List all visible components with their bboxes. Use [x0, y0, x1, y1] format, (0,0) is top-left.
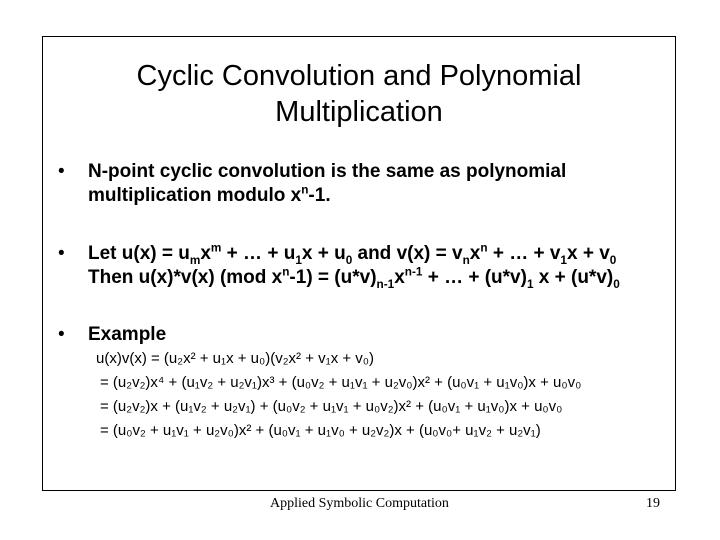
bullet-dot: • — [58, 243, 65, 264]
text-run: Then u(x)*v(x) (mod x — [88, 267, 283, 288]
title-line-1: Cyclic Convolution and Polynomial — [136, 60, 582, 92]
text-run: -1) = (u*v) — [289, 267, 377, 288]
subscript: 1 — [295, 253, 302, 267]
example-line-3: = (u₂v₂)x + (u₁v₂ + u₂v₁) + (u₀v₂ + u₁v₁ + u₀v₂)x² + (u₀v₁ + u₁v₀)x + u₀v₀ — [100, 398, 563, 415]
example-line-1: u(x)v(x) = (u₂x² + u₁x + u₀)(v₂x² + v₁x + v₀) — [96, 350, 375, 367]
text-run: -1. — [308, 185, 331, 206]
text-run: + … + u — [221, 243, 296, 264]
text-run: and v(x) = v — [352, 243, 463, 264]
bullet-1-line-2 — [88, 184, 566, 208]
subscript: n — [462, 253, 470, 267]
footer-text: Applied Symbolic Computation — [270, 496, 449, 511]
bullet-1-line-1: N-point cyclic convolution is the same as polynomial — [88, 161, 567, 182]
text-run: x + v — [566, 243, 610, 264]
superscript: n — [301, 183, 309, 197]
subscript: 0 — [613, 277, 620, 291]
text-run: multiplication modulo — [88, 185, 291, 206]
text-run: Let u(x) = u — [88, 243, 190, 264]
subscript: 1 — [526, 277, 534, 291]
page-number: 19 — [646, 496, 660, 511]
text-run: + … + v — [487, 243, 561, 264]
text-run: x — [394, 267, 405, 288]
subscript: m — [189, 253, 201, 267]
superscript: m — [210, 241, 222, 255]
text-run: x + u — [301, 243, 346, 264]
bullet-1-text — [88, 160, 566, 208]
text-run: x — [290, 185, 302, 206]
text-run: x + (u*v) — [533, 267, 614, 288]
bullet-3-label: Example — [88, 324, 167, 345]
subscript: 0 — [609, 253, 617, 267]
bullet-dot: • — [58, 161, 65, 182]
text-run: x — [200, 243, 211, 264]
bullet-2-line-1 — [88, 242, 620, 266]
example-line-4: = (u₀v₂ + u₁v₁ + u₂v₀)x² + (u₀v₁ + u₁v₀ + u₂v₂)x + (u₀v₀+ u₁v₂ + u₂v₁) — [100, 422, 541, 439]
superscript: n-1 — [404, 265, 423, 279]
bullet-dot: • — [58, 324, 65, 345]
superscript: n — [282, 265, 290, 279]
slide-title — [42, 58, 676, 130]
text-run: x — [469, 243, 481, 264]
example-line-2: = (u₂v₂)x⁴ + (u₁v₂ + u₂v₁)x³ + (u₀v₂ + u₁v₁ + u₂v₀)x² + (u₀v₁ + u₁v₀)x + u₀v₀ — [100, 374, 582, 391]
subscript: 0 — [345, 253, 353, 267]
bullet-2-text — [88, 242, 620, 290]
superscript: n — [480, 241, 488, 255]
subscript: 1 — [560, 253, 567, 267]
text-run: + … + (u*v) — [422, 267, 527, 288]
title-line-2: Multiplication — [275, 96, 443, 128]
bullet-2-line-2 — [88, 266, 620, 290]
subscript: n-1 — [376, 277, 395, 291]
